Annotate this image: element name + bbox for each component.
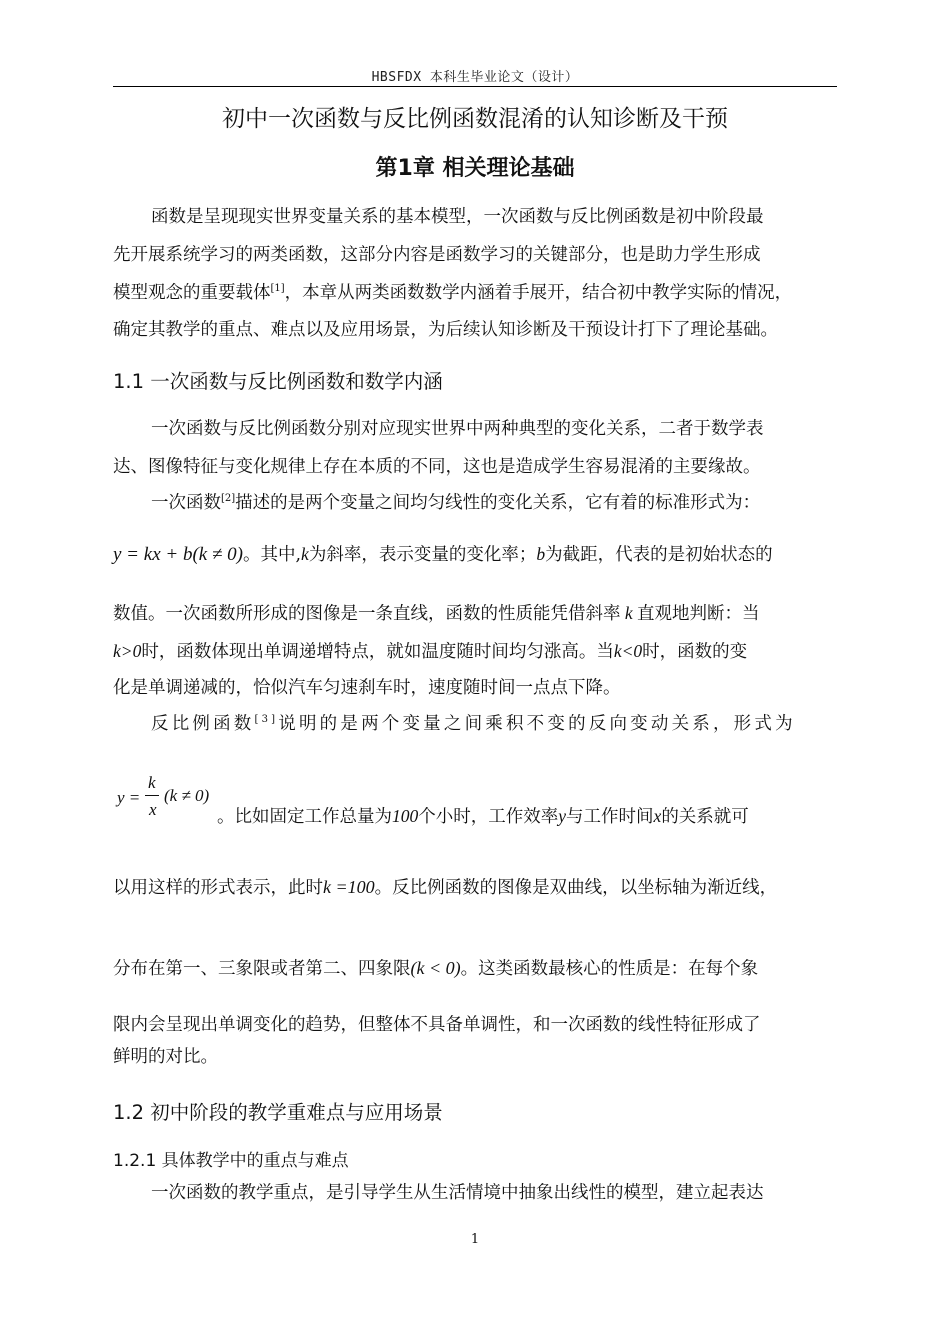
s11-p2-line-4: k>0时，函数体现出单调递增特点，就如温度随时间均匀涨高。当k<0时，函数的变 [113, 641, 748, 662]
s11-p1-line-2: 达、图像特征与变化规律上存在本质的不同，这也是造成学生容易混淆的主要缘故。 [113, 457, 761, 477]
s11-p2-line-2: y = kx + b(k ≠ 0)。其中,k为斜率，表示变量的变化率；b为截距，代表的是初始状态的 [113, 544, 773, 565]
subsection-1-2-1-heading: 1.2.1 具体教学中的重点与难点 [113, 1151, 349, 1171]
s11-p1-line-1: 一次函数与反比例函数分别对应现实世界中两种典型的变化关系，二者于数学表 [151, 419, 764, 439]
running-header: HBSFDX 本科生毕业论文（设计） [371, 70, 579, 85]
page-number: 1 [470, 1232, 480, 1247]
intro-line-2: 先开展系统学习的两类函数，这部分内容是函数学习的关键部分，也是助力学生形成 [113, 245, 761, 265]
s11-p2-line-1: 一次函数[2]描述的是两个变量之间均匀线性的变化关系，它有着的标准形式为： [151, 493, 761, 513]
header-rule [113, 86, 837, 87]
citation-1[interactable]: [1] [270, 283, 285, 294]
citation-2[interactable]: [2] [221, 493, 236, 504]
linear-function-formula: y = kx + b(k ≠ 0) [113, 544, 243, 565]
thesis-title: 初中一次函数与反比例函数混淆的认知诊断及干预 [222, 106, 728, 132]
s11-p3-line-5: 限内会呈现出单调变化的趋势，但整体不具备单调性，和一次函数的线性特征形成了 [113, 1015, 761, 1035]
s11-p3-line-2: 。比如固定工作总量为100个小时，工作效率y与工作时间x的关系就可 [217, 806, 749, 827]
intro-line-3: 模型观念的重要载体[1]，本章从两类函数数学内涵着手展开，结合初中教学实际的情况， [113, 283, 793, 303]
s11-p3-line-6: 鲜明的对比。 [113, 1047, 218, 1067]
s12-line-1: 一次函数的教学重点，是引导学生从生活情境中抽象出线性的模型，建立起表达 [151, 1183, 764, 1203]
s11-p3-line-1: 反比例函数[3]说明的是两个变量之间乘积不变的反向变动关系，形式为 [151, 714, 796, 734]
s11-p3-line-4: 分布在第一、三象限或者第二、四象限(k < 0)。这类函数最核心的性质是：在每个象 [113, 958, 759, 979]
section-1-1-heading: 1.1 一次函数与反比例函数和数学内涵 [113, 370, 443, 393]
chapter-heading: 第1章 相关理论基础 [375, 156, 575, 181]
intro-line-4: 确定其教学的重点、难点以及应用场景，为后续认知诊断及干预设计打下了理论基础。 [113, 320, 778, 340]
s11-p3-line-3: 以用这样的形式表示，此时k =100。反比例函数的图像是双曲线，以坐标轴为渐近线， [113, 877, 778, 898]
s11-p2-line-3: 数值。一次函数所形成的图像是一条直线，函数的性质能凭借斜率 k 直观地判断：当 [113, 603, 760, 624]
section-1-2-heading: 1.2 初中阶段的教学重难点与应用场景 [113, 1101, 443, 1124]
intro-line-1: 函数是呈现现实世界变量关系的基本模型，一次函数与反比例函数是初中阶段最 [151, 207, 764, 227]
s11-p2-line-5: 化是单调递减的，恰似汽车匀速刹车时，速度随时间一点点下降。 [113, 678, 621, 698]
citation-3[interactable]: [3] [254, 714, 279, 725]
